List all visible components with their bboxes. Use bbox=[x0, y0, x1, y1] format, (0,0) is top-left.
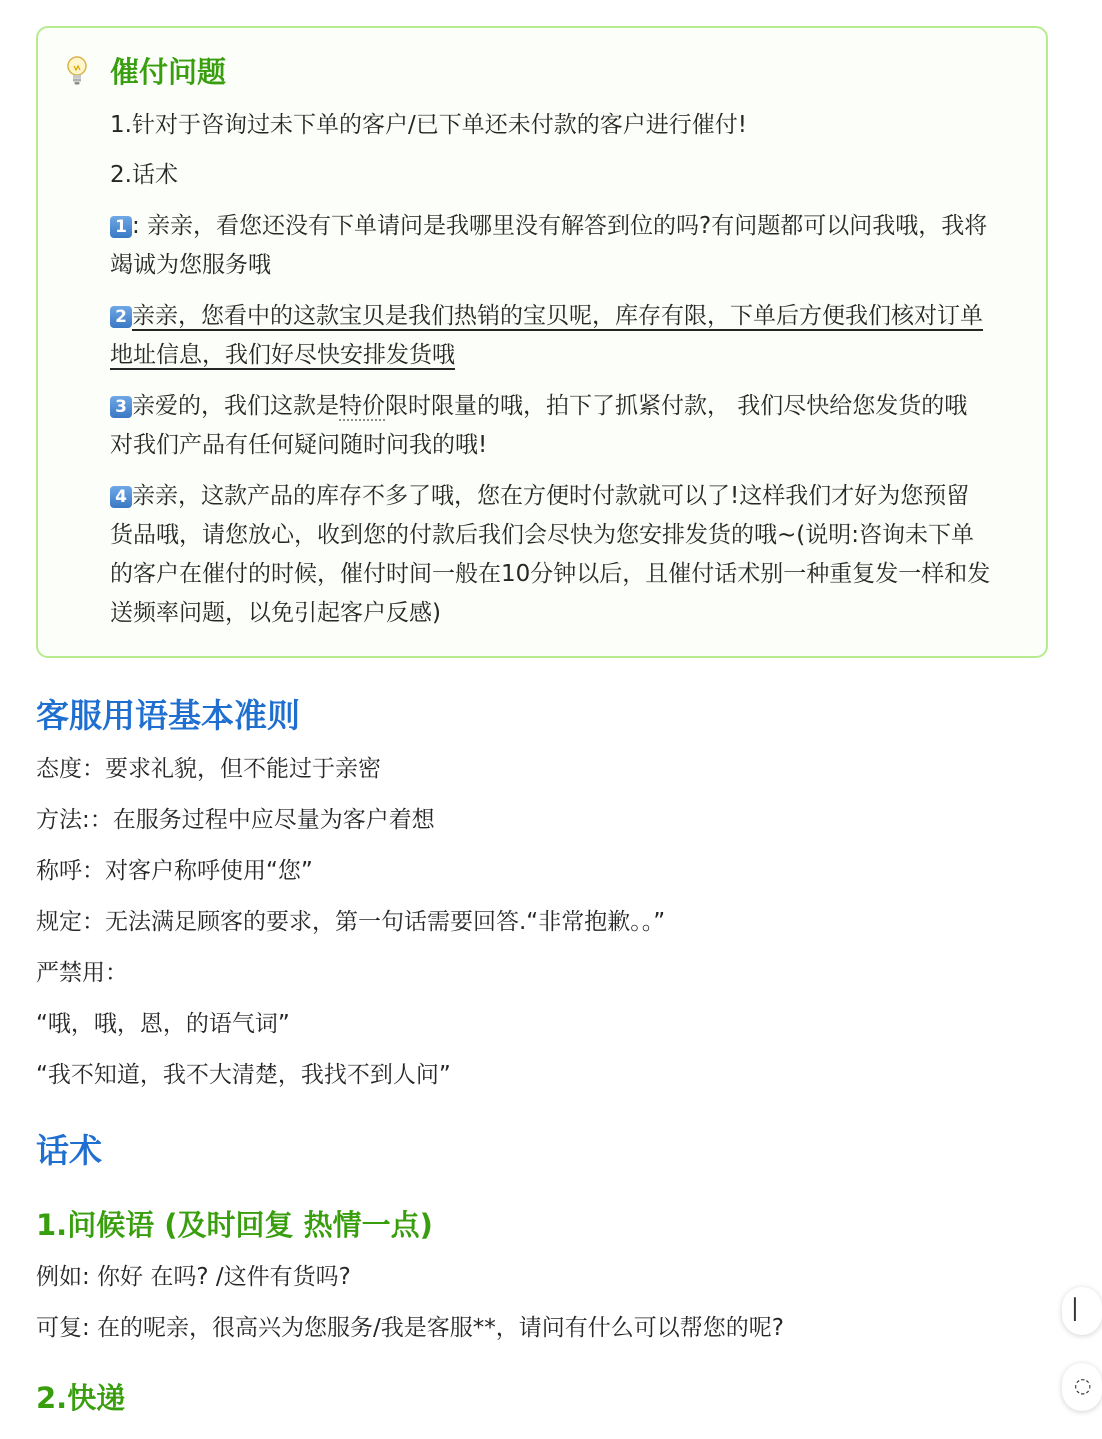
script-4-line-2: 货品哦，请您放心，收到您的付款后我们会尽快为您安排发货的哦~(说明:咨询未下单 bbox=[110, 522, 974, 548]
script-4-line-3: 的客户在催付的时候，催付时间一般在10分钟以后，且催付话术别一种重复发一样和发 bbox=[110, 561, 991, 587]
rule-address: 称呼：对客户称呼使用“您” bbox=[36, 858, 313, 884]
lightbulb-icon bbox=[64, 54, 90, 88]
rule-forbidden-1: “哦，哦，恩，的语气词” bbox=[36, 1011, 290, 1037]
number-4-icon: 4 bbox=[110, 486, 132, 508]
rule-forbidden-2: “我不知道，我不大清楚，我找不到人问” bbox=[36, 1062, 451, 1088]
expand-icon: ▏ bbox=[1074, 1297, 1090, 1321]
number-1-icon: 1 bbox=[110, 216, 132, 238]
delivery-heading: 2.快递 bbox=[36, 1381, 126, 1415]
number-3-icon: 3 bbox=[110, 396, 132, 418]
rule-method: 方法:：在服务过程中应尽量为客户着想 bbox=[36, 807, 435, 833]
greeting-reply: 可复: 在的呢亲，很高兴为您服务/我是客服**，请问有什么可以帮您的呢? bbox=[36, 1315, 785, 1341]
callout-line-2: 2.话术 bbox=[110, 162, 178, 188]
script-2-line-1: 2 亲亲，您看中的这款宝贝是我们热销的宝贝呢，库存有限，下单后方便我们核对订单 bbox=[110, 297, 983, 336]
greeting-heading: 1.问候语 (及时回复 热情一点) bbox=[36, 1208, 433, 1242]
rule-regulation: 规定：无法满足顾客的要求，第一句话需要回答.“非常抱歉。。” bbox=[36, 909, 666, 935]
comment-mark[interactable]: 特价 bbox=[339, 393, 385, 419]
rule-attitude: 态度：要求礼貌，但不能过于亲密 bbox=[36, 756, 381, 782]
script-2-line-2: 地址信息，我们好尽快安排发货哦 bbox=[110, 342, 455, 368]
rules-heading: 客服用语基本准则 bbox=[36, 696, 300, 735]
script-3-line-1: 3 亲爱的，我们这款是特价限时限量的哦，拍下了抓紧付款， 我们尽快给您发货的哦 bbox=[110, 387, 967, 426]
number-2-icon: 2 bbox=[110, 306, 132, 328]
scripts-heading: 话术 bbox=[36, 1131, 102, 1170]
greeting-example: 例如: 你好 在吗? /这件有货吗? bbox=[36, 1264, 351, 1290]
script-4-line-1: 4 亲亲，这款产品的库存不多了哦，您在方便时付款就可以了!这样我们才好为您预留 bbox=[110, 477, 969, 516]
rule-forbidden: 严禁用： bbox=[36, 960, 128, 986]
script-1-line-2: 竭诚为您服务哦 bbox=[110, 252, 271, 278]
expand-button[interactable] bbox=[1062, 1287, 1102, 1335]
chat-icon: ◌ bbox=[1074, 1373, 1092, 1397]
script-1-line-1: 1 : 亲亲，看您还没有下单请问是我哪里没有解答到位的吗?有问题都可以问我哦，我将 bbox=[110, 207, 987, 246]
script-3-line-2: 对我们产品有任何疑问随时问我的哦! bbox=[110, 432, 488, 458]
callout-line-1: 1.针对于咨询过未下单的客户/已下单还未付款的客户进行催付! bbox=[110, 112, 747, 138]
callout-title: 催付问题 bbox=[110, 55, 227, 89]
chat-button[interactable] bbox=[1062, 1363, 1102, 1411]
script-4-line-4: 送频率问题，以免引起客户反感) bbox=[110, 600, 441, 626]
